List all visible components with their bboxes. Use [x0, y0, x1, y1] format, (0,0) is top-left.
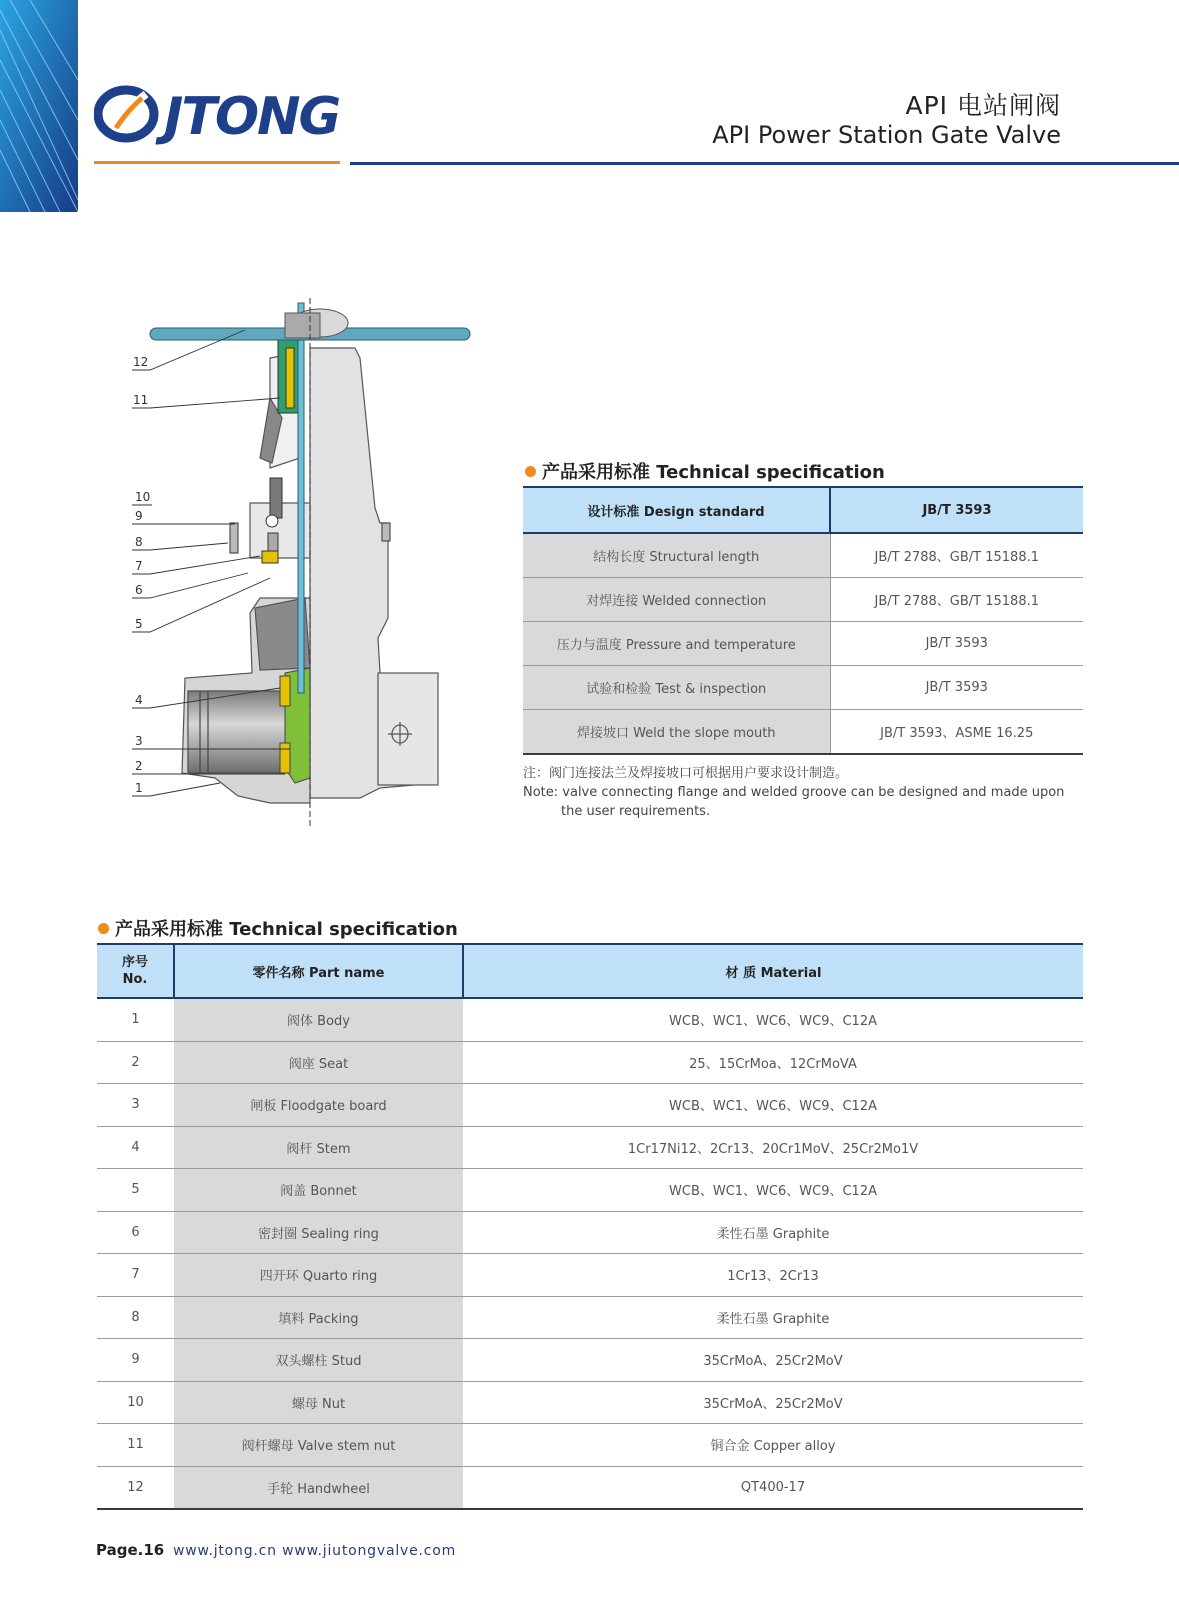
table-row	[523, 710, 1083, 755]
spec-label: 试验和检验 Test & inspection	[523, 666, 830, 710]
note-en-line2: the user requirements.	[561, 804, 711, 819]
logo-wordmark: JTONG	[164, 87, 340, 147]
part-name: 阀杆螺母 Valve stem nut	[174, 1424, 463, 1467]
part-name: 密封圈 Sealing ring	[174, 1211, 463, 1254]
page-number: Page.16	[96, 1541, 165, 1559]
spec-label: 压力与温度 Pressure and temperature	[523, 622, 830, 666]
page-title-cn: API 电站闸阀	[905, 91, 1061, 120]
part-name: 闸板 Floodgate board	[174, 1084, 463, 1127]
header-rule	[350, 162, 1179, 165]
part-no: 1	[97, 998, 174, 1041]
part-no: 7	[97, 1254, 174, 1297]
callout-3: 3	[135, 734, 143, 748]
table-row	[523, 622, 1083, 666]
callout-10: 10	[135, 490, 151, 504]
table-row	[97, 1211, 1083, 1254]
table-row	[523, 666, 1083, 710]
table-row	[97, 1084, 1083, 1127]
gate-valve-diagram	[120, 298, 490, 833]
parts-material-table	[97, 943, 1083, 1510]
part-name: 手轮 Handwheel	[174, 1466, 463, 1509]
spec-value: JB/T 2788、GB/T 15188.1	[830, 578, 1083, 622]
table-header-row	[523, 487, 1083, 533]
footer-urls: www.jtong.cn www.jiutongvalve.com	[172, 1543, 457, 1559]
table-row	[523, 578, 1083, 622]
spec2-title: 产品采用标准 Technical specification	[98, 915, 458, 941]
part-name: 螺母 Nut	[174, 1381, 463, 1424]
table-row	[97, 1041, 1083, 1084]
part-name: 四开环 Quarto ring	[174, 1254, 463, 1297]
callout-7: 7	[135, 559, 143, 573]
part-no: 5	[97, 1169, 174, 1212]
table-row	[97, 1254, 1083, 1297]
design-standard-table	[523, 486, 1083, 755]
part-no: 4	[97, 1126, 174, 1169]
spec-value: JB/T 3593	[830, 622, 1083, 666]
part-name: 双头螺柱 Stud	[174, 1339, 463, 1382]
part-no: 12	[97, 1466, 174, 1509]
valve-body-exterior	[310, 348, 438, 798]
table-row	[97, 1466, 1083, 1509]
table-row	[97, 1424, 1083, 1467]
part-name: 阀座 Seat	[174, 1041, 463, 1084]
part-name: 填料 Packing	[174, 1296, 463, 1339]
table-row	[97, 1126, 1083, 1169]
part-material: QT400-17	[463, 1466, 1083, 1509]
spec-label: 焊接坡口 Weld the slope mouth	[523, 710, 830, 755]
part-material: 柔性石墨 Graphite	[463, 1211, 1083, 1254]
spec-value: JB/T 2788、GB/T 15188.1	[830, 533, 1083, 578]
logo-underline	[94, 161, 340, 164]
header-cell: JB/T 3593	[830, 487, 1083, 533]
table-row	[523, 533, 1083, 578]
part-material: 35CrMoA、25Cr2MoV	[463, 1339, 1083, 1382]
bullet-dot-icon	[525, 466, 536, 477]
header-no: 序号 No.	[97, 944, 174, 998]
part-no: 11	[97, 1424, 174, 1467]
part-material: 1Cr17Ni12、2Cr13、20Cr1MoV、25Cr2Mo1V	[463, 1126, 1083, 1169]
part-no: 6	[97, 1211, 174, 1254]
table-row	[97, 998, 1083, 1041]
part-material: WCB、WC1、WC6、WC9、C12A	[463, 998, 1083, 1041]
header-cell: 设计标准 Design standard	[523, 487, 830, 533]
part-material: 铜合金 Copper alloy	[463, 1424, 1083, 1467]
page-footer	[96, 1541, 456, 1559]
part-no: 8	[97, 1296, 174, 1339]
spec-value: JB/T 3593	[830, 666, 1083, 710]
logo-mark-icon	[98, 90, 154, 138]
callout-12: 12	[133, 355, 149, 369]
part-material: WCB、WC1、WC6、WC9、C12A	[463, 1084, 1083, 1127]
table-row	[97, 1339, 1083, 1382]
callout-5: 5	[135, 617, 143, 631]
note-cn: 注：阀门连接法兰及焊接坡口可根据用户要求设计制造。	[523, 766, 849, 781]
part-no: 10	[97, 1381, 174, 1424]
spec-label: 对焊连接 Welded connection	[523, 578, 830, 622]
spec-label: 结构长度 Structural length	[523, 533, 830, 578]
callout-2: 2	[135, 759, 143, 773]
note-en-line1: Note: valve connecting flange and welded groove can be designed and made upon	[523, 785, 1065, 800]
part-material: 25、15CrMoa、12CrMoVA	[463, 1041, 1083, 1084]
spec1-title: 产品采用标准 Technical specification	[525, 458, 885, 484]
spec-value: JB/T 3593、ASME 16.25	[830, 710, 1083, 755]
callout-9: 9	[135, 509, 143, 523]
page-title-en: API Power Station Gate Valve	[712, 121, 1061, 149]
callout-4: 4	[135, 693, 143, 707]
stem	[298, 303, 304, 693]
bullet-dot-icon	[98, 923, 109, 934]
jtong-logo	[94, 78, 344, 148]
header-material: 材 质 Material	[463, 944, 1083, 998]
part-material: 1Cr13、2Cr13	[463, 1254, 1083, 1297]
table-row	[97, 1296, 1083, 1339]
part-name: 阀盖 Bonnet	[174, 1169, 463, 1212]
note-block	[523, 764, 1093, 821]
callout-8: 8	[135, 535, 143, 549]
part-name: 阀杆 Stem	[174, 1126, 463, 1169]
header-part-name: 零件名称 Part name	[174, 944, 463, 998]
part-name: 阀体 Body	[174, 998, 463, 1041]
table-row	[97, 1169, 1083, 1212]
part-no: 9	[97, 1339, 174, 1382]
part-no: 3	[97, 1084, 174, 1127]
corner-decoration	[0, 0, 78, 212]
part-material: WCB、WC1、WC6、WC9、C12A	[463, 1169, 1083, 1212]
callout-11: 11	[133, 393, 149, 407]
part-material: 柔性石墨 Graphite	[463, 1296, 1083, 1339]
part-no: 2	[97, 1041, 174, 1084]
table-header-row	[97, 944, 1083, 998]
table-row	[97, 1381, 1083, 1424]
callout-1: 1	[135, 781, 143, 795]
part-material: 35CrMoA、25Cr2MoV	[463, 1381, 1083, 1424]
callout-6: 6	[135, 583, 143, 597]
